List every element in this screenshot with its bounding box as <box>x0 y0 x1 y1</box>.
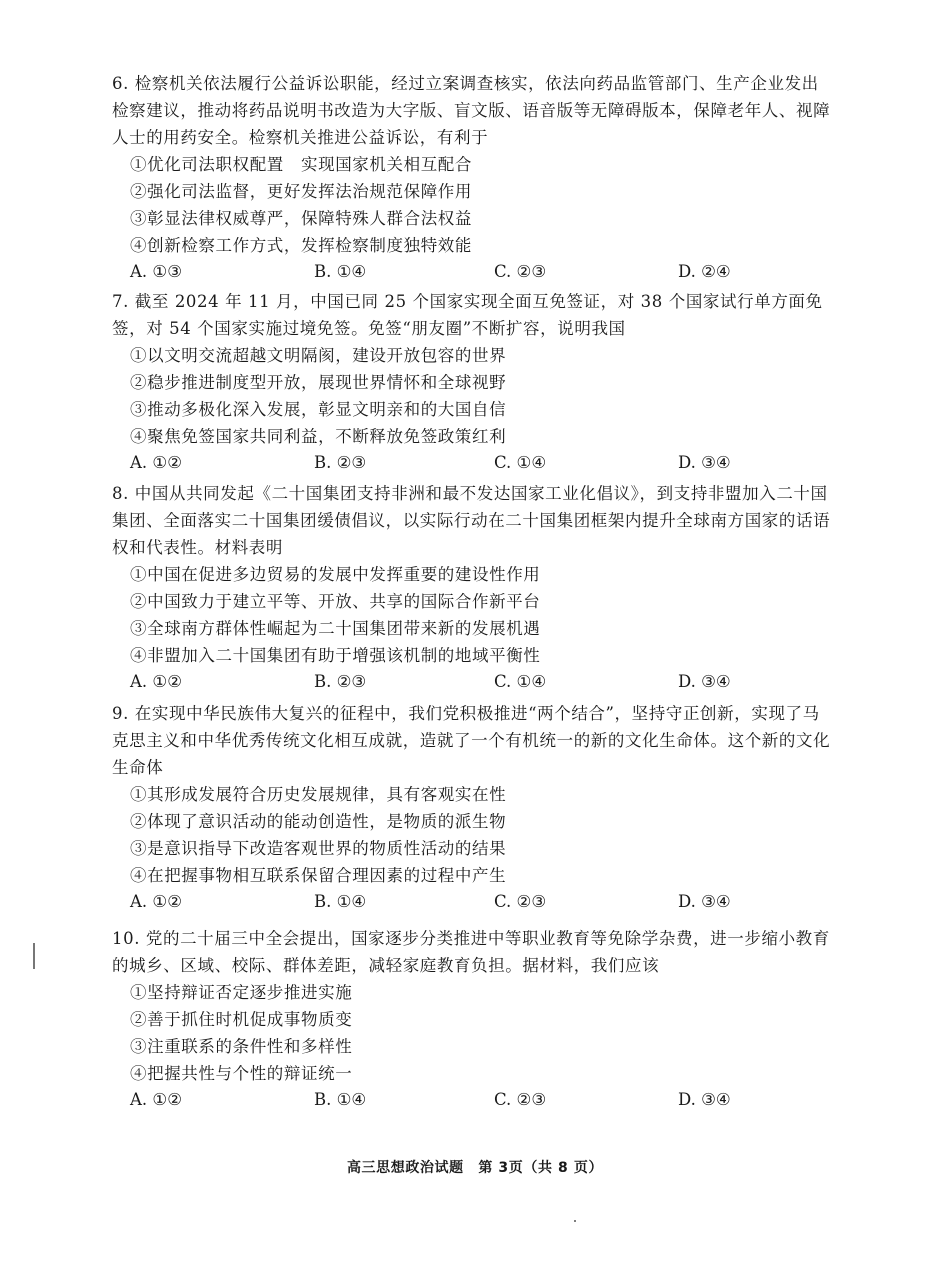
statement-item: ①中国在促进多边贸易的发展中发挥重要的建设性作用 <box>130 565 541 584</box>
question-stem: 7. 截至 2024 年 11 月，中国已同 25 个国家实现全面互免签证，对 38 个国家试行单方面免签，对 54 个国家实施过境免签。免签“朋友圈”不断扩容，说明我国 <box>112 292 823 338</box>
scan-speck <box>574 1220 576 1222</box>
statement-item: ②中国致力于建立平等、开放、共享的国际合作新平台 <box>130 592 541 611</box>
choice-b: B. ②③ <box>314 672 367 691</box>
statement-item: ①其形成发展符合历史发展规律，具有客观实在性 <box>130 785 507 804</box>
choice-a: A. ①③ <box>130 262 182 281</box>
option-statements <box>112 561 832 669</box>
statement-item: ①以文明交流超越文明隔阂，建设开放包容的世界 <box>130 346 507 365</box>
statement-item: ③是意识指导下改造客观世界的物质性活动的结果 <box>130 839 507 858</box>
question-stem: 6. 检察机关依法履行公益诉讼职能，经过立案调查核实，依法向药品监管部门、生产企业发出检察建议，推动将药品说明书改造为大字版、盲文版、语音版等无障碍版本，保障老年人、视障人士的用药安全。检察机关推进公益诉讼，有利于 <box>112 74 831 147</box>
choice-c: C. ②③ <box>494 892 547 911</box>
question-stem: 8. 中国从共同发起《二十国集团支持非洲和最不发达国家工业化倡议》，到支持非盟加入二十国集团、全面落实二十国集团缓债倡议，以实际行动在二十国集团框架内提升全球南方国家的话语权和代表性。材料表明 <box>112 484 831 557</box>
statement-item: ④非盟加入二十国集团有助于增强该机制的地域平衡性 <box>130 646 541 665</box>
statement-item: ①坚持辩证否定逐步推进实施 <box>130 983 353 1002</box>
answer-choices <box>130 450 832 476</box>
statement-item: ②稳步推进制度型开放，展现世界情怀和全球视野 <box>130 373 507 392</box>
choice-d: D. ③④ <box>678 672 731 691</box>
question-10 <box>112 925 832 1113</box>
option-statements <box>112 979 832 1087</box>
choice-a: A. ①② <box>130 453 182 472</box>
statement-item: ③彰显法律权威尊严，保障特殊人群合法权益 <box>130 209 472 228</box>
question-6 <box>112 70 832 285</box>
choice-c: C. ①④ <box>494 672 547 691</box>
margin-scan-mark <box>33 943 35 969</box>
choice-b: B. ②③ <box>314 453 367 472</box>
answer-choices <box>130 889 832 915</box>
statement-item: ①优化司法职权配置 实现国家机关相互配合 <box>130 155 472 174</box>
choice-c: C. ①④ <box>494 453 547 472</box>
choice-a: A. ①② <box>130 892 182 911</box>
statement-item: ②强化司法监督，更好发挥法治规范保障作用 <box>130 182 472 201</box>
choice-b: B. ①④ <box>314 1090 367 1109</box>
question-stem: 10. 党的二十届三中全会提出，国家逐步分类推进中等职业教育等免除学杂费，进一步缩小教育的城乡、区域、校际、群体差距，减轻家庭教育负担。据材料，我们应该 <box>112 929 830 975</box>
statement-item: ④把握共性与个性的辩证统一 <box>130 1064 353 1083</box>
statement-item: ③全球南方群体性崛起为二十国集团带来新的发展机遇 <box>130 619 541 638</box>
choice-c: C. ②③ <box>494 262 547 281</box>
statement-item: ④在把握事物相互联系保留合理因素的过程中产生 <box>130 866 507 885</box>
answer-choices <box>130 259 832 285</box>
choice-b: B. ①④ <box>314 892 367 911</box>
statement-item: ②体现了意识活动的能动创造性，是物质的派生物 <box>130 812 507 831</box>
question-stem: 9. 在实现中华民族伟大复兴的征程中，我们党积极推进“两个结合”，坚持守正创新，实现了马克思主义和中华优秀传统文化相互成就，造就了一个有机统一的新的文化生命体。这个新的文化生命体 <box>112 704 831 777</box>
choice-d: D. ③④ <box>678 1090 731 1109</box>
question-7 <box>112 288 832 476</box>
choice-a: A. ①② <box>130 1090 182 1109</box>
question-9 <box>112 700 832 915</box>
statement-item: ④创新检察工作方式，发挥检察制度独特效能 <box>130 236 472 255</box>
statement-item: ③推动多极化深入发展，彰显文明亲和的大国自信 <box>130 400 507 419</box>
option-statements <box>112 342 832 450</box>
statement-item: ③注重联系的条件性和多样性 <box>130 1037 353 1056</box>
answer-choices <box>130 1087 832 1113</box>
choice-d: D. ②④ <box>678 262 731 281</box>
answer-choices <box>130 669 832 695</box>
question-8 <box>112 480 832 695</box>
choice-d: D. ③④ <box>678 453 731 472</box>
option-statements <box>112 151 832 259</box>
option-statements <box>112 781 832 889</box>
page-footer: 高三思想政治试题 第 3页（共 8 页） <box>346 1160 604 1176</box>
choice-d: D. ③④ <box>678 892 731 911</box>
statement-item: ④聚焦免签国家共同利益，不断释放免签政策红利 <box>130 427 507 446</box>
statement-item: ②善于抓住时机促成事物质变 <box>130 1010 353 1029</box>
choice-a: A. ①② <box>130 672 182 691</box>
choice-b: B. ①④ <box>314 262 367 281</box>
choice-c: C. ②③ <box>494 1090 547 1109</box>
